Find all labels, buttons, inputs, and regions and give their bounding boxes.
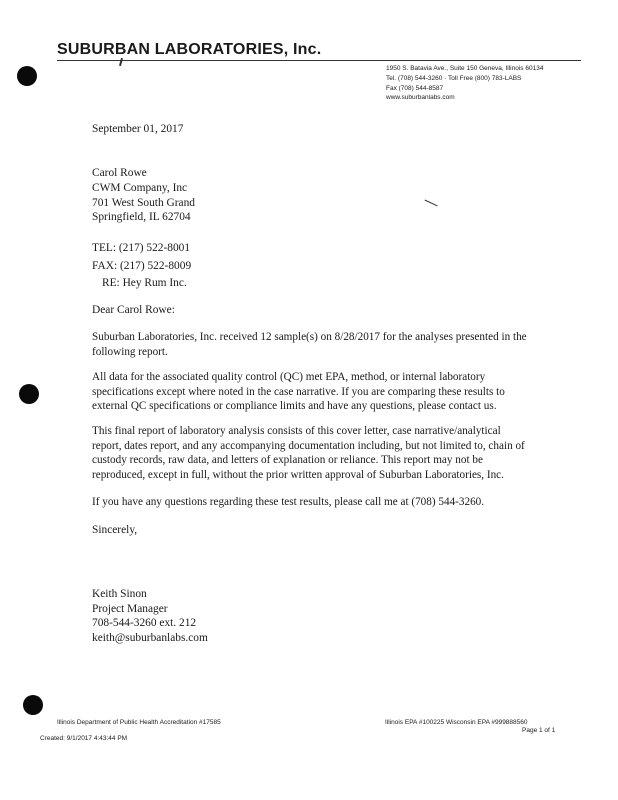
paragraph-report-contents: This final report of laboratory analysis consists of this cover letter, case narrative/analytical report, dates report, and any accompanying documentation including, but not limited to, chain of custody records, raw data, and letters of explanation or reliance. This report may not be reproduced, except in full, without the prior written approval of Suburban Laboratories, Inc. bbox=[92, 425, 525, 481]
recipient-city: Springfield, IL 62704 bbox=[92, 211, 191, 224]
recipient-tel: TEL: (217) 522-8001 bbox=[92, 242, 191, 254]
footer-accreditation-epa: Illinois EPA #100225 Wisconsin EPA #999888560 bbox=[385, 719, 528, 726]
letterhead-tick-mark bbox=[119, 58, 123, 66]
company-address: 1950 S. Batavia Ave., Suite 150 Geneva, Illinois 60134 bbox=[386, 65, 544, 72]
stray-pen-mark bbox=[420, 200, 437, 216]
letter-date: September 01, 2017 bbox=[92, 123, 184, 135]
company-fax: Fax (708) 544-8587 bbox=[386, 84, 444, 92]
paragraph-questions: If you have any questions regarding these test results, please call me at (708) 544-3260. bbox=[92, 496, 485, 508]
recipient-company: CWM Company, Inc bbox=[92, 181, 188, 194]
letterhead-rule bbox=[57, 60, 581, 61]
footer-page-number: Page 1 of 1 bbox=[522, 727, 556, 734]
signer-phone: 708-544-3260 ext. 212 bbox=[92, 617, 197, 629]
signer-email: keith@suburbanlabs.com bbox=[92, 631, 208, 644]
hole-punch-bottom bbox=[23, 695, 43, 715]
salutation: Dear Carol Rowe: bbox=[92, 304, 175, 316]
hole-punch-top bbox=[17, 66, 37, 86]
footer-created-timestamp: Created: 9/1/2017 4:43:44 PM bbox=[40, 735, 128, 742]
signer-title: Project Manager bbox=[92, 602, 168, 615]
paragraph-samples-received: Suburban Laboratories, Inc. received 12 sample(s) on 8/28/2017 for the analyses presented in the following report. bbox=[92, 331, 527, 358]
company-name: SUBURBAN LABORATORIES, Inc. bbox=[57, 41, 322, 58]
signer-name: Keith Sinon bbox=[92, 588, 147, 600]
recipient-name: Carol Rowe bbox=[92, 167, 147, 179]
company-phone: Tel. (708) 544-3260 · Toll Free (800) 783-LABS bbox=[386, 74, 522, 82]
hole-punch-middle bbox=[19, 384, 39, 404]
letterhead-address-block bbox=[386, 64, 543, 103]
recipient-fax: FAX: (217) 522-8009 bbox=[92, 260, 192, 272]
recipient-street: 701 West South Grand bbox=[92, 196, 195, 209]
recipient-block bbox=[92, 166, 195, 225]
closing: Sincerely, bbox=[92, 524, 138, 536]
paragraph-quality-control: All data for the associated quality control (QC) met EPA, method, or internal laboratory specifications except where noted in the case narrative. If you are comparing these results to external QC specifications or compliance limits and have any questions, please contact us. bbox=[92, 371, 505, 413]
company-website: www.suburbanlabs.com bbox=[386, 94, 455, 102]
subject-line: RE: Hey Rum Inc. bbox=[102, 277, 187, 289]
footer-accreditation-idph: Illinois Department of Public Health Accreditation #17585 bbox=[57, 719, 221, 726]
signature-block bbox=[92, 587, 208, 645]
